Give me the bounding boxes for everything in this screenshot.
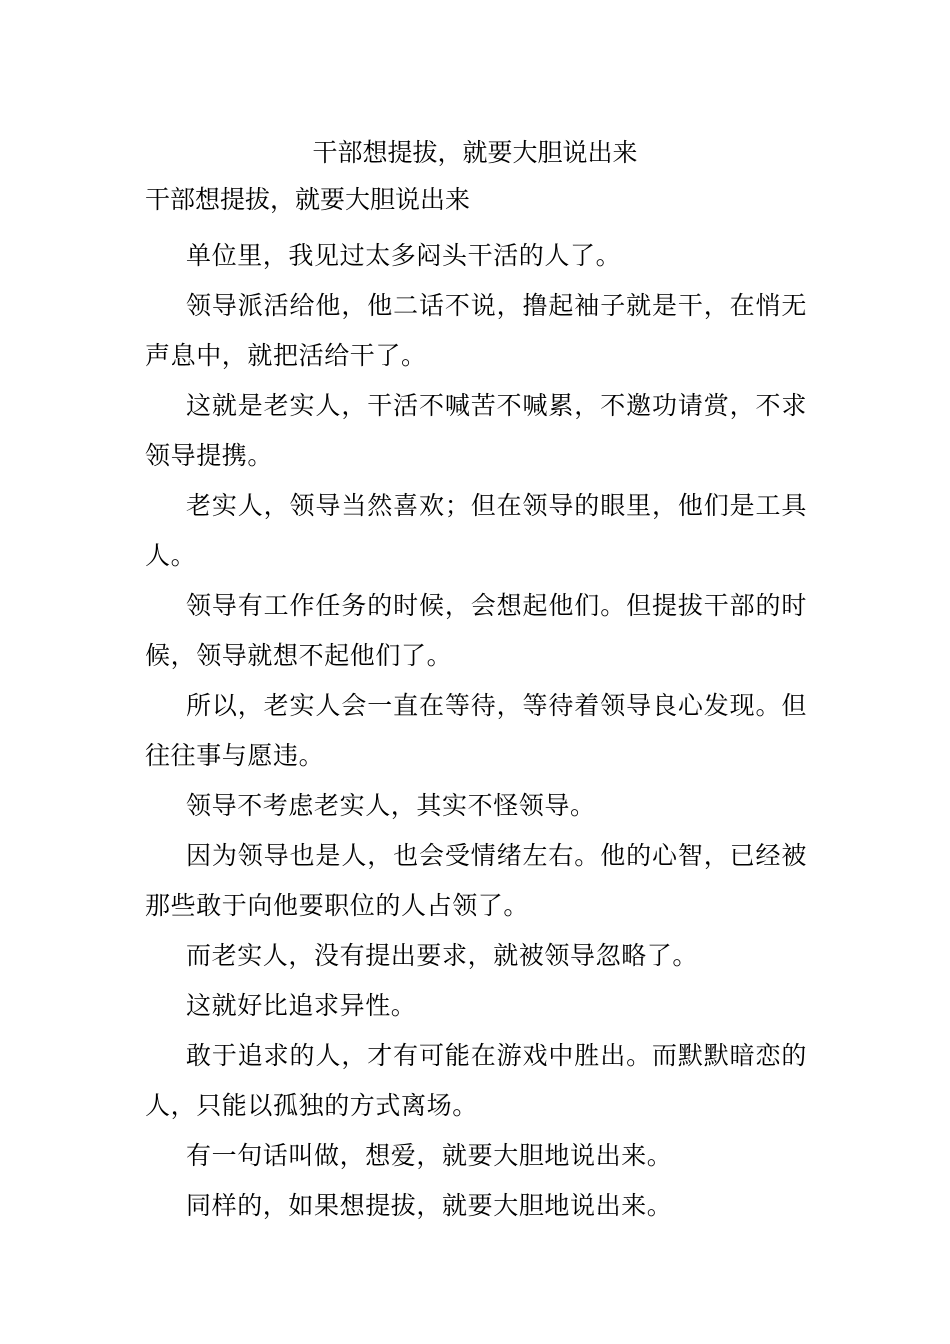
paragraph-3: 这就是老实人，干活不喊苦不喊累，不邀功请赏，不求领导提携。 bbox=[145, 391, 807, 470]
document-body bbox=[145, 181, 807, 1231]
document-subtitle: 干部想提拔，就要大胆说出来 bbox=[145, 185, 471, 214]
paragraph-6: 所以，老实人会一直在等待，等待着领导良心发现。但往往事与愿违。 bbox=[145, 691, 807, 770]
paragraph-10: 这就好比追求异性。 bbox=[186, 991, 417, 1020]
paragraph-7: 领导不考虑老实人，其实不怪领导。 bbox=[186, 791, 596, 820]
paragraph-9: 而老实人，没有提出要求，就被领导忽略了。 bbox=[186, 941, 699, 970]
paragraph-5: 领导有工作任务的时候，会想起他们。但提拔干部的时候，领导就想不起他们了。 bbox=[145, 591, 807, 670]
document-title: 干部想提拔，就要大胆说出来 bbox=[312, 138, 638, 167]
paragraph-1: 单位里，我见过太多闷头干活的人了。 bbox=[186, 241, 622, 270]
paragraph-4: 老实人，领导当然喜欢；但在领导的眼里，他们是工具人。 bbox=[145, 491, 807, 570]
paragraph-8: 因为领导也是人，也会受情绪左右。他的心智，已经被那些敢于向他要职位的人占领了。 bbox=[145, 841, 807, 920]
paragraph-11: 敢于追求的人，才有可能在游戏中胜出。而默默暗恋的人，只能以孤独的方式离场。 bbox=[145, 1041, 807, 1120]
paragraph-13: 同样的，如果想提拔，就要大胆地说出来。 bbox=[186, 1191, 673, 1220]
paragraph-2: 领导派活给他，他二话不说，撸起袖子就是干，在悄无声息中，就把活给干了。 bbox=[145, 291, 807, 370]
paragraph-12: 有一句话叫做，想爱，就要大胆地说出来。 bbox=[186, 1141, 673, 1170]
